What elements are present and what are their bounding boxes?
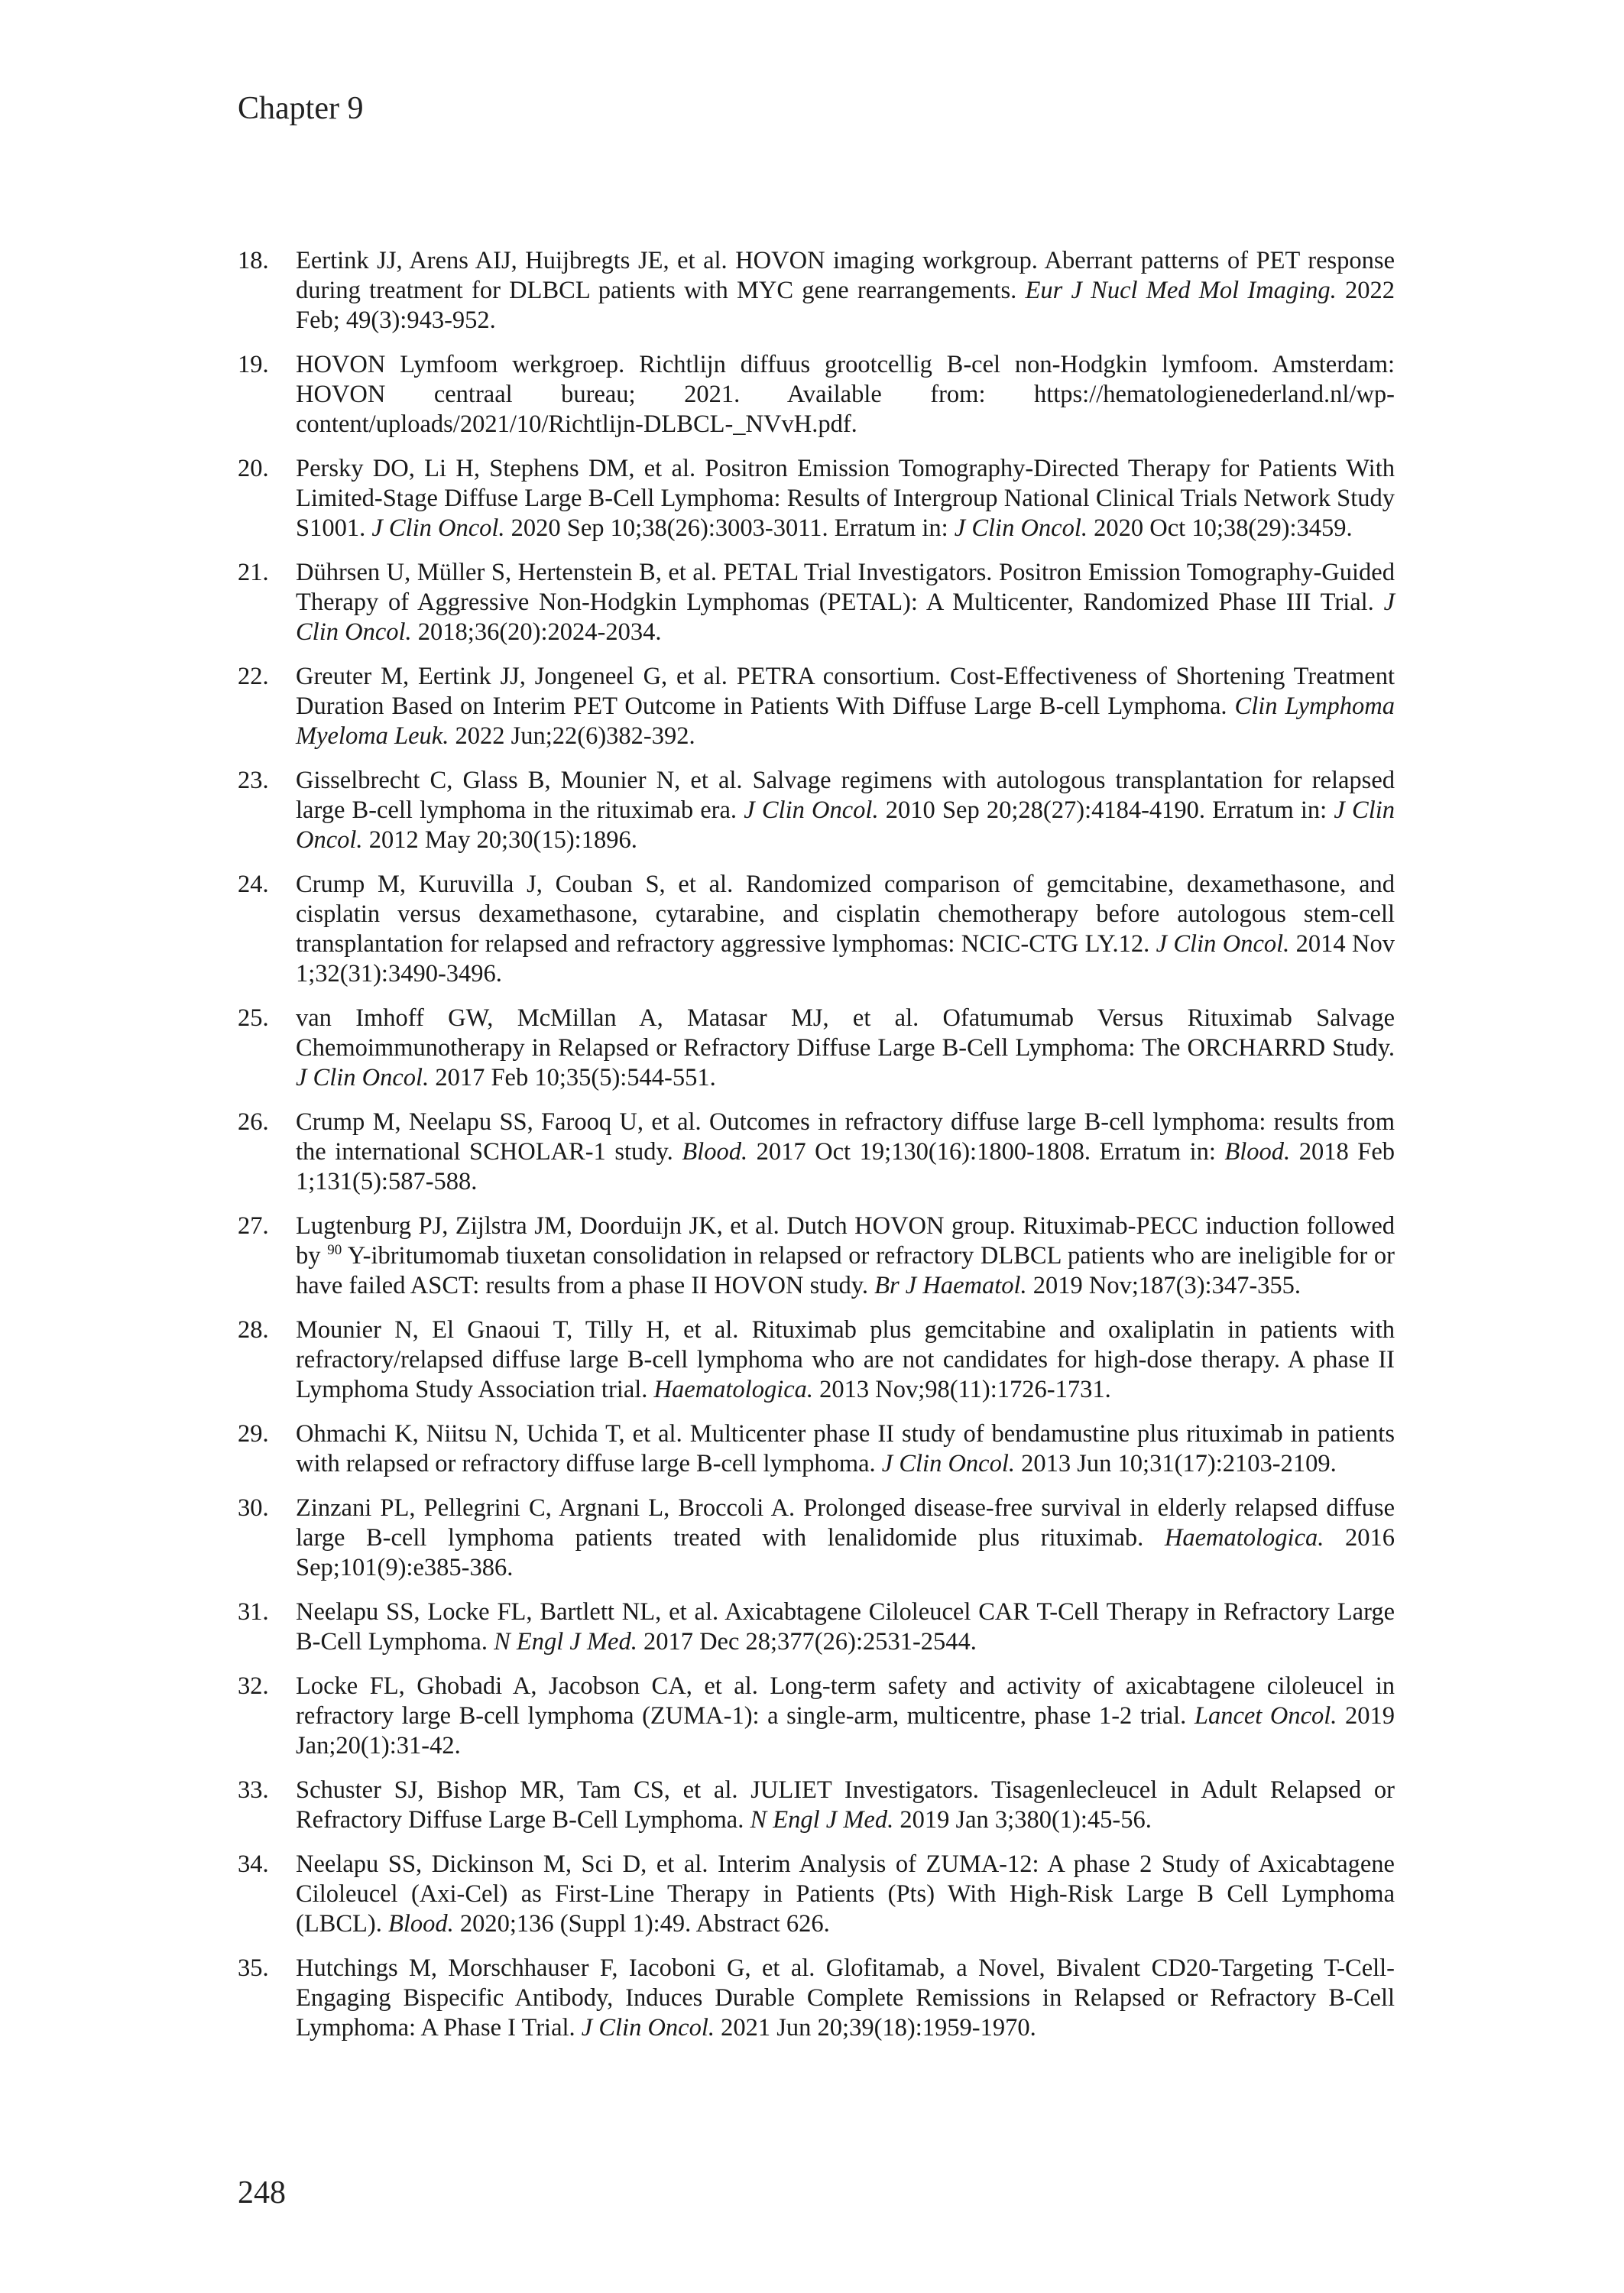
citation-text: 2019 Jan 3;380(1):45-56. — [893, 1806, 1152, 1834]
reference-number: 21. — [238, 559, 269, 586]
reference-number: 22. — [238, 663, 269, 690]
citation-text: 2013 Jun 10;31(17):2103-2109. — [1015, 1450, 1337, 1477]
citation-text: Zinzani PL, Pellegrini C, Argnani L, Broccoli A. Prolonged disease-free survival in elderly relapsed diffuse large B-cell lymphoma patients treated with lenalidomide plus rituximab. — [296, 1494, 1395, 1552]
reference-item — [238, 1850, 1395, 1939]
reference-text — [296, 559, 1395, 646]
reference-text — [296, 1004, 1395, 1091]
reference-text — [296, 1776, 1395, 1834]
journal-title: J Clin Oncol. — [296, 589, 1395, 646]
citation-text: Dührsen U, Müller S, Hertenstein B, et al. PETAL Trial Investigators. Positron Emission Tomography-Guided Therapy of Aggressive Non-Hodgkin Lymphomas (PETAL): A Multicenter, Randomized Phase III Trial. — [296, 559, 1395, 616]
reference-number: 33. — [238, 1776, 269, 1804]
journal-title: Blood. — [682, 1138, 748, 1166]
citation-text: 2019 Nov;187(3):347-355. — [1026, 1272, 1301, 1299]
isotope-superscript: 90 — [327, 1242, 342, 1258]
reference-item — [238, 350, 1395, 439]
reference-number: 19. — [238, 351, 269, 378]
reference-text — [296, 1494, 1395, 1581]
citation-text: Crump M, Neelapu SS, Farooq U, et al. Outcomes in refractory diffuse large B-cell lymphoma: results from the international SCHOLAR-1 study. — [296, 1108, 1395, 1166]
reference-text — [296, 1108, 1395, 1195]
reference-text — [296, 455, 1395, 542]
citation-text: 2022 Feb; 49(3):943-952. — [296, 277, 1395, 334]
reference-text — [296, 767, 1395, 854]
citation-text: 2018;36(20):2024-2034. — [411, 618, 662, 646]
citation-text: 2010 Sep 20;28(27):4184-4190. Erratum in: — [878, 796, 1334, 824]
chapter-running-head: Chapter 9 — [238, 91, 364, 126]
reference-number: 34. — [238, 1850, 269, 1878]
reference-text — [296, 1420, 1395, 1477]
reference-text — [296, 1598, 1395, 1656]
journal-title: J Clin Oncol. — [371, 514, 505, 542]
citation-text: Hutchings M, Morschhauser F, Iacoboni G, et al. Glofitamab, a Novel, Bivalent CD20-Targeting T-Cell-Engaging Bispecific Antibody, Induces Durable Complete Remissions in Relapsed or Refractory B-Cell Lymphoma: A Phase I Trial. — [296, 1954, 1395, 2042]
citation-text: 2017 Feb 10;35(5):544-551. — [429, 1064, 716, 1091]
journal-title: Blood. — [387, 1910, 454, 1938]
citation-text: 2018 Feb 1;131(5):587-588. — [296, 1138, 1395, 1195]
journal-title: J Clin Oncol. — [744, 796, 879, 824]
citation-text: 2012 May 20;30(15):1896. — [362, 826, 637, 854]
reference-text — [296, 1316, 1395, 1403]
reference-text — [296, 247, 1395, 334]
reference-list — [238, 246, 1395, 2058]
reference-text — [296, 1672, 1395, 1759]
reference-item — [238, 1776, 1395, 1835]
reference-text — [296, 1212, 1395, 1299]
reference-text — [296, 1954, 1395, 2042]
citation-text: 2017 Oct 19;130(16):1800-1808. Erratum in: — [747, 1138, 1225, 1166]
reference-item — [238, 1494, 1395, 1583]
citation-text: 2016 Sep;101(9):e385-386. — [296, 1524, 1395, 1581]
journal-title: J Clin Oncol. — [581, 2014, 715, 2042]
citation-text: van Imhoff GW, McMillan A, Matasar MJ, et al. Ofatumumab Versus Rituximab Salvage Chemoimmunotherapy in Relapsed or Refractory Diffuse Large B-Cell Lymphoma: The ORCHARRD Study. — [296, 1004, 1395, 1062]
reference-item — [238, 1108, 1395, 1197]
reference-number: 27. — [238, 1212, 269, 1240]
journal-title: J Clin Oncol. — [881, 1450, 1016, 1477]
reference-number: 25. — [238, 1004, 269, 1032]
reference-item — [238, 1954, 1395, 2043]
reference-text — [296, 663, 1395, 750]
reference-number: 28. — [238, 1316, 269, 1344]
citation-text: Mounier N, El Gnaoui T, Tilly H, et al. Rituximab plus gemcitabine and oxaliplatin in patients with refractory/relapsed diffuse large B-cell lymphoma who are not candidates for high-dose therapy. A phase II Lymphoma Study Association trial. — [296, 1316, 1395, 1403]
reference-number: 24. — [238, 871, 269, 898]
citation-text: Eertink JJ, Arens AIJ, Huijbregts JE, et al. HOVON imaging workgroup. Aberrant patterns of PET response during treatment for DLBCL patients with MYC gene rearrangements. — [296, 247, 1395, 304]
journal-title: Lancet Oncol. — [1194, 1702, 1337, 1730]
citation-text: 2020;136 (Suppl 1):49. Abstract 626. — [453, 1910, 830, 1938]
journal-title: J Clin Oncol. — [954, 514, 1088, 542]
journal-title: N Engl J Med. — [494, 1628, 637, 1656]
citation-text: 2022 Jun;22(6)382-392. — [449, 722, 695, 750]
journal-title: Eur J Nucl Med Mol Imaging. — [1025, 277, 1337, 304]
citation-text: Persky DO, Li H, Stephens DM, et al. Positron Emission Tomography-Directed Therapy for Patients With Limited-Stage Diffuse Large B-Cell Lymphoma: Results of Intergroup National Clinical Trials Network Study S1001. — [296, 455, 1395, 542]
reference-number: 30. — [238, 1494, 269, 1522]
citation-text: Y-ibritumomab tiuxetan consolidation in relapsed or refractory DLBCL patients who are ineligible for or have failed ASCT: results from a phase II HOVON study. — [296, 1242, 1395, 1299]
citation-text: Locke FL, Ghobadi A, Jacobson CA, et al. Long-term safety and activity of axicabtagene ciloleucel in refractory large B-cell lymphoma (ZUMA-1): a single-arm, multicentre, phase 1-2 trial. — [296, 1672, 1395, 1730]
reference-item — [238, 246, 1395, 336]
reference-item — [238, 1419, 1395, 1479]
journal-title: J Clin Oncol. — [1156, 930, 1290, 958]
citation-text: Greuter M, Eertink JJ, Jongeneel G, et al. PETRA consortium. Cost-Effectiveness of Shortening Treatment Duration Based on Interim PET Outcome in Patients With Diffuse Large B-cell Lymphoma. — [296, 663, 1395, 720]
reference-number: 29. — [238, 1420, 269, 1448]
journal-title: N Engl J Med. — [750, 1806, 894, 1834]
journal-title: Clin Lymphoma Myeloma Leuk. — [296, 692, 1395, 750]
reference-number: 23. — [238, 767, 269, 794]
citation-text: 2019 Jan;20(1):31-42. — [296, 1702, 1395, 1759]
citation-text: 2021 Jun 20;39(18):1959-1970. — [715, 2014, 1036, 2042]
journal-title: Haematologica. — [1164, 1524, 1324, 1552]
reference-item — [238, 454, 1395, 543]
reference-item — [238, 1315, 1395, 1405]
citation-text: Lugtenburg PJ, Zijlstra JM, Doorduijn JK, et al. Dutch HOVON group. Rituximab-PECC induction followed by — [296, 1212, 1395, 1270]
reference-number: 26. — [238, 1108, 269, 1136]
reference-item — [238, 766, 1395, 855]
reference-item — [238, 558, 1395, 647]
citation-text: Neelapu SS, Dickinson M, Sci D, et al. Interim Analysis of ZUMA-12: A phase 2 Study of Axicabtagene Ciloleucel (Axi-Cel) as First-Line Therapy in Patients (Pts) With High-Risk Large B Cell Lymphoma (LBCL). — [296, 1850, 1395, 1938]
citation-text: 2020 Sep 10;38(26):3003-3011. Erratum in: — [504, 514, 955, 542]
citation-text: Schuster SJ, Bishop MR, Tam CS, et al. JULIET Investigators. Tisagenlecleucel in Adult Relapsed or Refractory Diffuse Large B-Cell Lymphoma. — [296, 1776, 1395, 1834]
reference-number: 18. — [238, 247, 269, 274]
journal-title: J Clin Oncol. — [296, 796, 1395, 854]
citation-text: Crump M, Kuruvilla J, Couban S, et al. Randomized comparison of gemcitabine, dexamethasone, and cisplatin versus dexamethasone, cytarabine, and cisplatin chemotherapy before autologous stem-cell transplantation for relapsed and refractory aggressive lymphomas: NCIC-CTG LY.12. — [296, 871, 1395, 958]
reference-text — [296, 1850, 1395, 1938]
citation-text: HOVON Lymfoom werkgroep. Richtlijn diffuus grootcellig B-cel non-Hodgkin lymfoom. Amsterdam: HOVON centraal bureau; 2021. Available from: https://hematologienederland.nl/wp-content/uploads/2021/10/Richtlijn-DLBCL-_NVvH.pdf. — [296, 351, 1395, 438]
citation-text: Ohmachi K, Niitsu N, Uchida T, et al. Multicenter phase II study of bendamustine plus rituximab in patients with relapsed or refractory diffuse large B-cell lymphoma. — [296, 1420, 1395, 1477]
citation-text: Gisselbrecht C, Glass B, Mounier N, et al. Salvage regimens with autologous transplantation for relapsed large B-cell lymphoma in the rituximab era. — [296, 767, 1395, 824]
citation-text: 2017 Dec 28;377(26):2531-2544. — [637, 1628, 977, 1656]
journal-title: J Clin Oncol. — [296, 1064, 430, 1091]
citation-text: 2013 Nov;98(11):1726-1731. — [813, 1376, 1111, 1403]
journal-title: Br J Haematol. — [874, 1272, 1027, 1299]
reference-text — [296, 871, 1395, 988]
reference-item — [238, 870, 1395, 989]
citation-text: 2020 Oct 10;38(29):3459. — [1088, 514, 1353, 542]
journal-title: Haematologica. — [653, 1376, 814, 1403]
citation-text: 2014 Nov 1;32(31):3490-3496. — [296, 930, 1395, 988]
page-number: 248 — [238, 2175, 286, 2210]
reference-number: 32. — [238, 1672, 269, 1700]
reference-item — [238, 1211, 1395, 1301]
reference-number: 35. — [238, 1954, 269, 1982]
reference-item — [238, 1597, 1395, 1657]
reference-item — [238, 1672, 1395, 1761]
reference-item — [238, 1004, 1395, 1093]
journal-title: Blood. — [1224, 1138, 1291, 1166]
reference-item — [238, 662, 1395, 751]
reference-text — [296, 351, 1395, 438]
reference-number: 31. — [238, 1598, 269, 1626]
reference-number: 20. — [238, 455, 269, 482]
citation-text: Neelapu SS, Locke FL, Bartlett NL, et al. Axicabtagene Ciloleucel CAR T-Cell Therapy in Refractory Large B-Cell Lymphoma. — [296, 1598, 1395, 1656]
